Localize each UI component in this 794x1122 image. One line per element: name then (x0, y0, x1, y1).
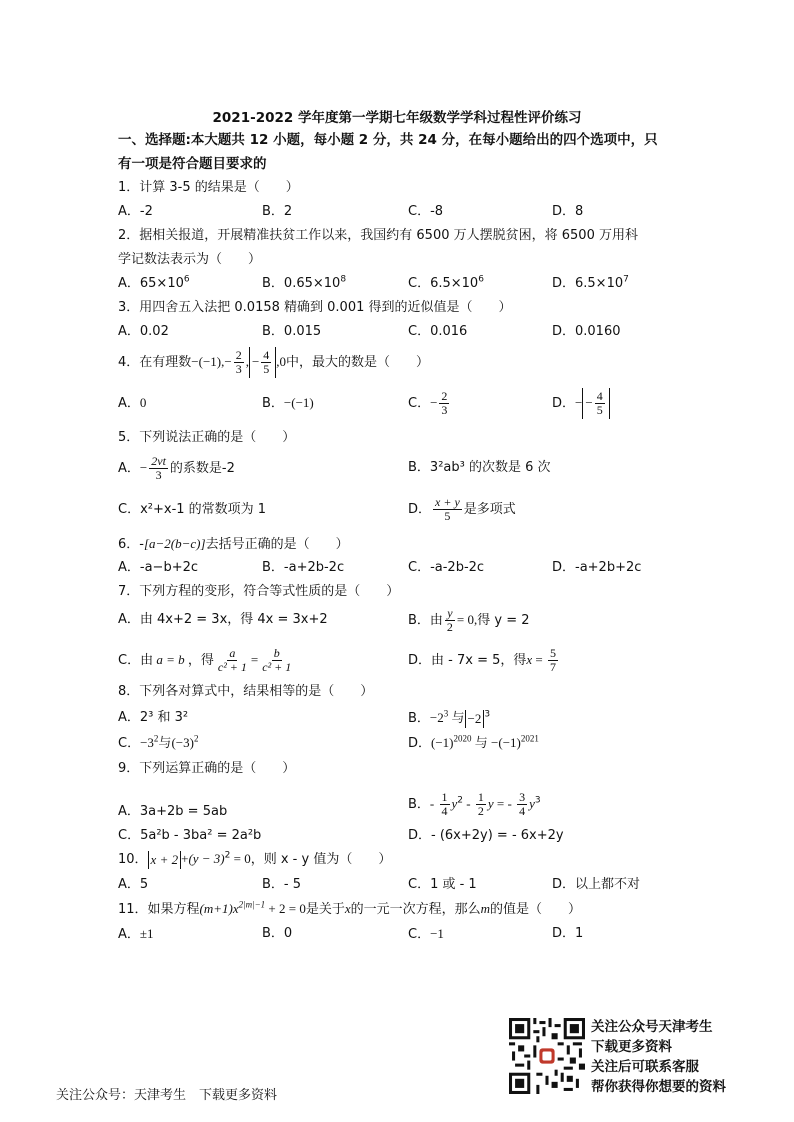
q1-option-d: D．8 (552, 204, 584, 219)
q4-option-a: A．0 (118, 395, 147, 411)
q2-option-b: B．$0.65\times 10^8$ (262, 274, 347, 291)
q4-option-b: B．−(−1) (262, 395, 314, 411)
qr-code (509, 1018, 585, 1094)
q5-option-b: B．3²ab³ 的次数是 6 次 (408, 460, 551, 475)
section-heading-cont: 有一项是符合题目要求的 (118, 156, 267, 172)
q1-option-b: B．2 (262, 204, 293, 219)
q1-option-a: A．-2 (118, 204, 153, 219)
q3-option-d: D．0.0160 (552, 324, 621, 339)
q9-option-d: D．- (6x+2y) = - 6x+2y (408, 828, 564, 843)
question-11: 11．如果方程$(m+1)x^{2|m|-1} + 2 = 0$是关于x的一元一次方程，那么m的值是（ ） (118, 899, 582, 917)
q11-option-a: A．±1 (118, 926, 154, 942)
q7-option-b: B．由 $\frac{y}{2}$ = 0,得 y = 2 (408, 606, 530, 634)
q9-option-c: C．5a²b - 3ba² = 2a²b (118, 828, 262, 843)
q7-option-a: A．由 4x+2 = 3x，得 4x = 3x+2 (118, 612, 328, 627)
q2-option-c: C．$6.5\times 10^6$ (408, 274, 484, 291)
q7-option-d: D．由 - 7x = 5，得x = $\frac{5}{7}$ (408, 646, 556, 674)
question-5: 5．下列说法正确的是（ ） (118, 430, 296, 445)
q10-option-d: D．以上都不对 (552, 877, 641, 892)
q3-option-b: B．0.015 (262, 324, 322, 339)
question-3: 3．用四舍五入法把 0.0158 精确到 0.001 得到的近似值是（ ） (118, 300, 512, 315)
question-9: 9．下列运算正确的是（ ） (118, 761, 296, 776)
q11-option-c: C．−1 (408, 926, 444, 942)
q11-option-d: D．1 (552, 926, 584, 941)
q6-option-c: C．-a-2b-2c (408, 560, 485, 575)
q2-option-a: A．$65\times 10^6$ (118, 274, 190, 291)
q1-option-c: C．-8 (408, 204, 444, 219)
question-1: 1．计算 3-5 的结果是（ ） (118, 180, 299, 195)
q10-option-a: A．5 (118, 877, 149, 892)
question-4: 4．在有理数−(−1),− $\frac{2}{3}$ , − $\frac{4}{5}$ ,0中，最大的数是（ ） (118, 348, 430, 376)
q4-option-d: D．− − $\frac{4}{5}$ (552, 388, 610, 419)
question-2-cont: 学记数法表示为（ ） (118, 252, 262, 267)
q8-option-b: B．$-2^3$ 与 −2 $^3$ (408, 708, 491, 726)
q3-option-c: C．0.016 (408, 324, 468, 339)
q4-option-c: C．− $\frac{2}{3}$ (408, 389, 448, 417)
q7-option-c: C．由 a = b ，得 $\frac{a}{\text{c² + 1}}$ = $\frac{b}{\text{c² + 1}}$ (118, 646, 292, 674)
q10-option-b: B．- 5 (262, 877, 302, 892)
page-footer: 关注公众号：天津考生 下载更多资料 (56, 1088, 278, 1103)
q9-option-a: A．3a+2b = 5ab (118, 804, 228, 819)
q3-option-a: A．0.02 (118, 324, 169, 339)
q11-option-b: B．0 (262, 926, 293, 941)
q2-option-d: D．$6.5\times 10^7$ (552, 274, 629, 291)
q5-option-c: C．x²+x-1 的常数项为 1 (118, 502, 267, 517)
q10-option-c: C．1 或 - 1 (408, 877, 477, 892)
q8-option-c: C．$-3^2$与$(-3)^2$ (118, 733, 199, 751)
promo-text: 关注公众号天津考生 下载更多资料 关注后可联系客服 帮你获得你想要的资料 (591, 1019, 726, 1095)
q6-option-b: B．-a+2b-2c (262, 560, 345, 575)
question-6: 6．-[a−2(b−c)]去括号正确的是（ ） (118, 536, 349, 552)
q5-option-d: D． $\frac{x + y}{5}$ 是多项式 (408, 495, 516, 523)
page-title: 2021-2022 学年度第一学期七年级数学学科过程性评价练习 (212, 110, 582, 126)
question-7: 7．下列方程的变形，符合等式性质的是（ ） (118, 584, 400, 599)
question-10: 10． $x + 2 +(y - 3)^2 = 0$，则 x - y 值为（ ） (118, 850, 392, 867)
question-8: 8．下列各对算式中，结果相等的是（ ） (118, 684, 374, 699)
q9-option-b: B．- $\frac{1}{4}$ $y^2$ - $\frac{1}{2}$ y = - $\frac{3}{4}$ $y^3$ (408, 790, 541, 818)
q6-option-d: D．-a+2b+2c (552, 560, 642, 575)
q5-option-a: A．− $\frac{2vt}{3}$ 的系数是-2 (118, 454, 235, 482)
q8-option-a: A．2³ 和 3² (118, 710, 189, 725)
q8-option-d: D．$(-1)^{2020}$ 与 $-(-1)^{2021}$ (408, 733, 539, 751)
section-heading: 一、选择题:本大题共 12 小题，每小题 2 分，共 24 分，在每小题给出的四个选项中，只 (118, 132, 658, 148)
q6-option-a: A．-a−b+2c (118, 560, 199, 575)
question-2: 2．据相关报道，开展精准扶贫工作以来，我国约有 6500 万人摆脱贫困，将 6500 万用科 (118, 228, 638, 243)
